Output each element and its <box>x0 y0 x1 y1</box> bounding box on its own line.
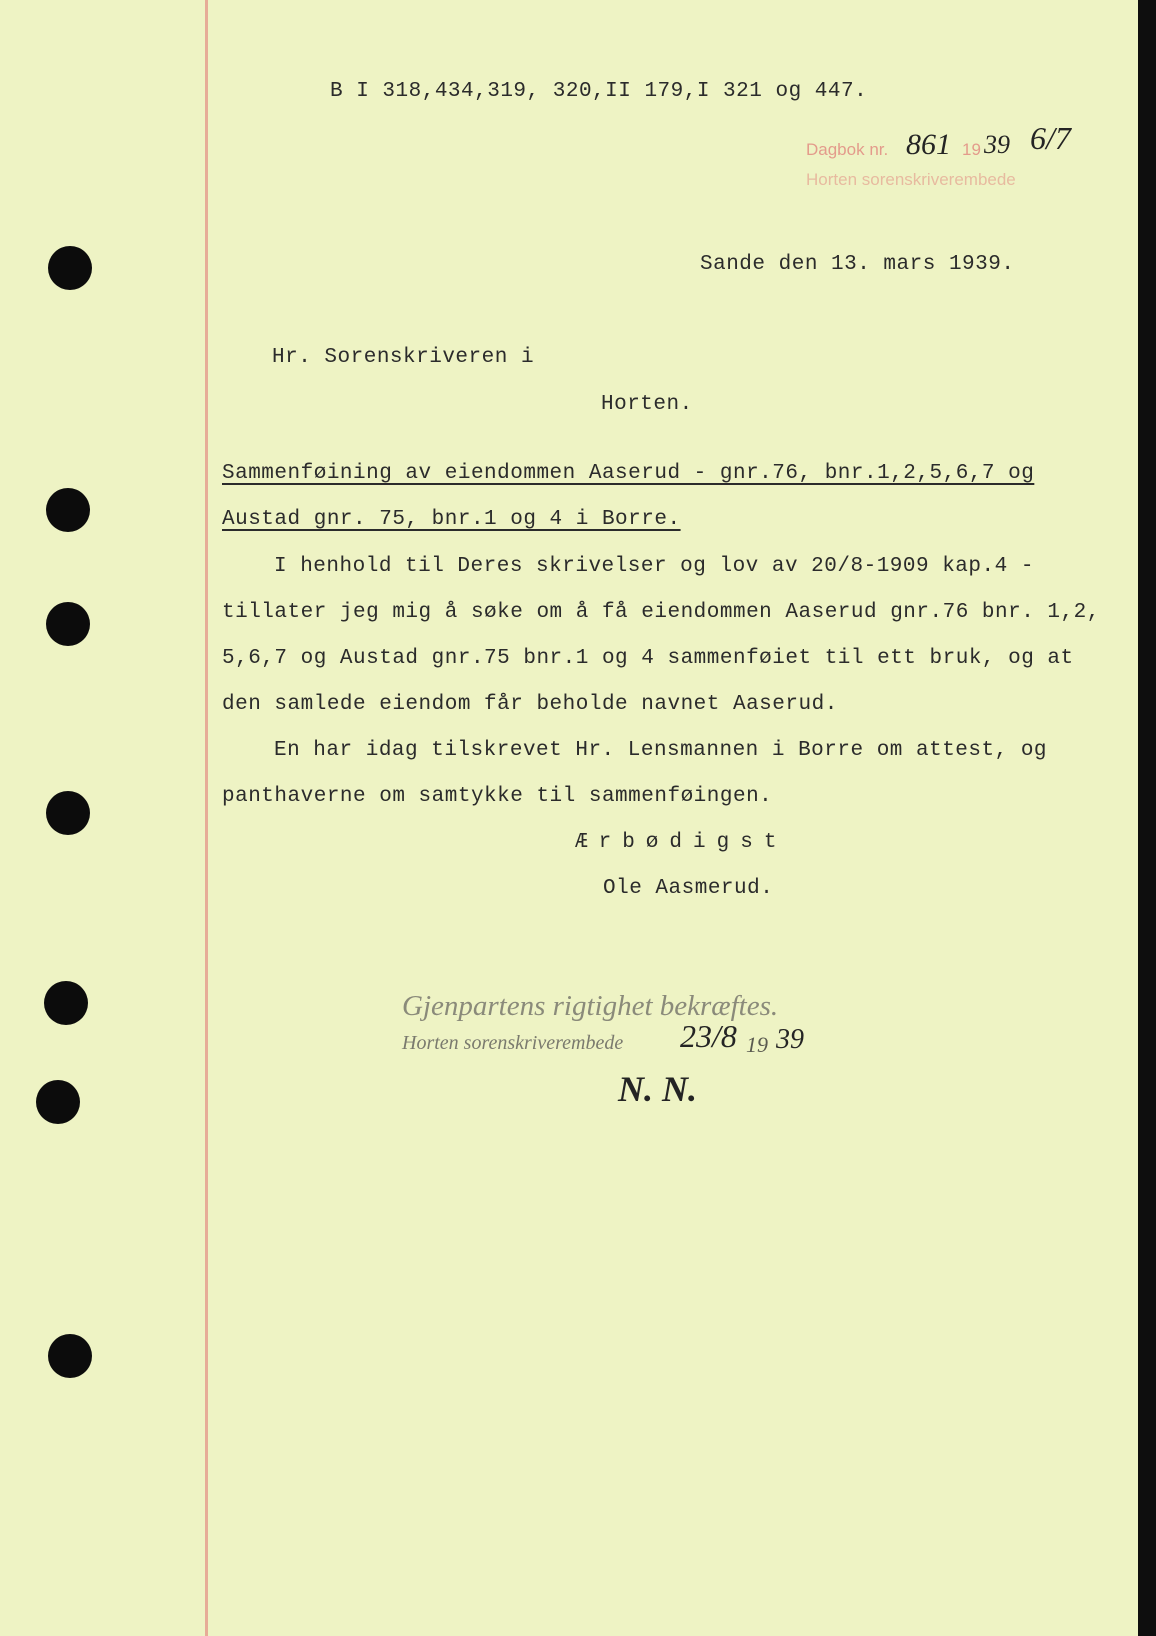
certification-initials: N. N. <box>618 1069 697 1109</box>
closing: Ærbødigst <box>575 831 788 854</box>
body-line: En har idag tilskrevet Hr. Lensmannen i Borre om attest, og <box>274 739 1048 762</box>
certification-year-prefix: 19 <box>746 1032 768 1057</box>
subject-line1: Sammenføining av eiendommen Aaserud - gnr.76, bnr.1,2,5,6,7 og <box>222 462 1035 485</box>
diary-label: Dagbok nr. <box>806 140 889 159</box>
place-date: Sande den 13. mars 1939. <box>700 253 1015 276</box>
certification-line: Gjenpartens rigtighet bekræftes. <box>402 990 779 1022</box>
punch-hole <box>46 791 90 835</box>
diary-number: 861 <box>906 128 951 161</box>
diary-year-suffix: 39 <box>984 130 1010 159</box>
punch-hole <box>46 602 90 646</box>
body-line: panthaverne om samtykke til sammenføingen. <box>222 785 773 808</box>
certification-date: 23/8 <box>680 1018 737 1054</box>
diary-year-prefix: 19 <box>962 140 981 159</box>
body-line: tillater jeg mig å søke om å få eiendommen Aaserud gnr.76 bnr. 1,2, <box>222 601 1100 624</box>
subject-line2: Austad gnr. 75, bnr.1 og 4 i Borre. <box>222 508 681 531</box>
signature: Ole Aasmerud. <box>603 877 774 900</box>
certification-office: Horten sorenskriverembede <box>402 1032 624 1054</box>
punch-hole <box>48 1334 92 1378</box>
reference-line: B I 318,434,319, 320,II 179,I 321 og 447. <box>330 80 868 103</box>
punch-hole <box>44 981 88 1025</box>
diary-office: Horten sorenskriverembede <box>806 170 1016 189</box>
punch-hole <box>36 1080 80 1124</box>
diary-date: 6/7 <box>1030 120 1071 156</box>
body-line: 5,6,7 og Austad gnr.75 bnr.1 og 4 sammenføiet til ett bruk, og at <box>222 647 1074 670</box>
recipient-line2: Horten. <box>601 393 693 416</box>
punch-hole <box>46 488 90 532</box>
body-line: I henhold til Deres skrivelser og lov av 20/8-1909 kap.4 - <box>274 555 1034 578</box>
certification-year-suffix: 39 <box>776 1024 804 1055</box>
scan-edge <box>1138 0 1156 1636</box>
recipient-line1: Hr. Sorenskriveren i <box>272 346 535 369</box>
body-line: den samlede eiendom får beholde navnet Aaserud. <box>222 693 838 716</box>
punch-hole <box>48 246 92 290</box>
margin-line <box>205 0 208 1636</box>
